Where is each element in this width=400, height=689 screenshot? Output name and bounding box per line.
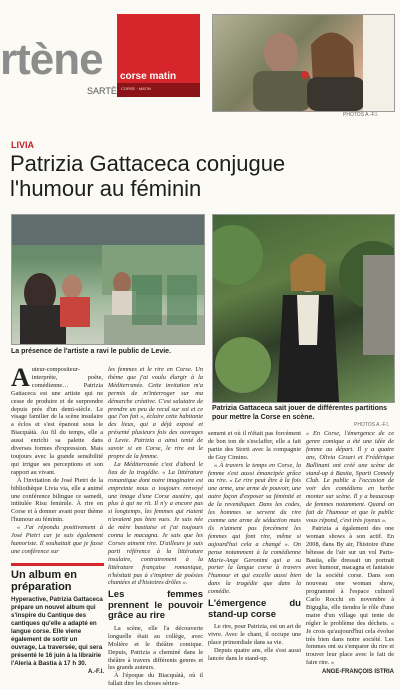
col2-paragraph-1: les femmes et le rire en Corse. Un thème que j'ai voulu élargir à la Méditerranée. Cette invitation m'a permis de m'interroger sur ma démarche créative. C'est salutaire de prendre un peu de recul sur soi et ce que l'on fait », éclaire cette habitante des lieux, qui a déjà exposé et présenté plusieurs fois des ouvrages à Levie. Patrizia a ainsi tenté de savoir si en Corse, le rire est le propre de la femme. bbox=[108, 366, 203, 460]
logo-subtext: CORSE · MATIN bbox=[121, 86, 151, 91]
logo-text: corse matin bbox=[120, 71, 177, 82]
article-column-3 bbox=[208, 430, 301, 663]
sidebar-signature: A.-F.I. bbox=[88, 669, 104, 675]
top-photo bbox=[212, 14, 395, 112]
audience-photo-illustration bbox=[12, 215, 204, 344]
town-name-fragment: rtène bbox=[0, 35, 103, 84]
article-column-4 bbox=[306, 430, 394, 677]
drop-cap: A bbox=[11, 363, 30, 392]
col3-paragraph-3: Le rire, pour Patrizia, est un art de vivre. Avec le chant, il occupe une place primordiale dans sa vie. bbox=[208, 623, 301, 646]
col1-paragraph-2: À l'invitation de José Pietri de la bibliothèque Livia via, elle a animé une conférence bilingue ce samedi, intitulée Risu feminile. À rire en Corse et à donner avant pour thème l'humour au féminin. bbox=[11, 476, 103, 524]
col2-paragraph-2: La Méditerranée c'est d'abord le lieu de la tragédie. « La littérature romantique dont notre imaginaire est empreinte nous a toujours renvoyé une image d'une Corse austère, qui plus à qui ne rit. Il n'y a encore pas si longtemps, les femmes qui riaient n'avaient pas bien vues. Je suis née de mère bastiaise et j'ai toujours connu le macagna. Je sais que les Corses aiment rire. D'ailleurs je suis parti référence à la littérature insulaire, contrairement à la littérature française romanique, n'hésitait pas à s'inspirer de poésies chantées et d'histoires drôles ». bbox=[108, 460, 203, 587]
col1-paragraph-3: « J'ai répondu positivement à José Pietri car je suis également humoriste. Il souhaitait que je fasse une conférence sur bbox=[11, 524, 103, 555]
sidebar-text: Hyperactive, Patrizia Gattaceca prépare un nouvel album qui s'inspire du Cantique des cantiques qu'elle a adapté en langue corse. Elle viene également de sortir un ouvrage, La traversée, qui sera présenté le 16 juin à la librairie l'Aleria à Bastia à 17 h 30. bbox=[11, 596, 103, 667]
top-photo-illustration bbox=[213, 15, 394, 111]
section-label: LIVIA bbox=[11, 140, 35, 150]
artist-photo-illustration bbox=[213, 215, 394, 402]
article-column-1 bbox=[11, 363, 103, 556]
town-subtitle: SARTÈ bbox=[87, 86, 117, 96]
headline bbox=[10, 151, 398, 201]
col4-paragraph-2: Patrizia a également des one woman shows à son actif. En 2008, dans By air, l'histoire d'une bêtesse de l'air sur un vol Paris-Bastia, elle dressait un portrait avec humour, macagna et fantaisie de la société corse. Dans son nouveau one woman show, programmé à l'espace culturel Carlo Rocchi en novembre à Biguglia, elle tiendra le rôle d'une maire d'un village qui tente de régler le problème des déchets. « Je crois qu'aujourd'hui cela évolue très bien dans notre société. Les femmes ont su s'emparer du rire et trouver leur place avec le fait de faire rire. » bbox=[306, 524, 394, 667]
top-photo-credit: PHOTOS A.-F.I. bbox=[343, 112, 379, 118]
col4-paragraph-1: « En Corse, l'émergence de ce genre comique a été une idée de femme au départ. Il y a quatre ans, Olivia Cesari et Frédérique Ballinani ont créé une scène de stand-up à Bastia, Sparti Comedy Club. Le public a l'occasion de voir des comédiens en herbe monter sur scène. Il y a beaucoup de femmes notamment. Quand on fait de l'humour et que le public vous répond, c'est très joyeux ». bbox=[306, 430, 394, 524]
sidebar-title: Un album en préparation bbox=[11, 569, 78, 593]
col3-paragraph-4: Depuis quatre ans, elle s'est aussi lancée dans le stand-up. bbox=[208, 646, 301, 662]
artist-photo bbox=[212, 214, 395, 403]
col2-paragraph-4: À l'époque du Biacquàtà, où il fallait dire les choses sérieu- bbox=[108, 672, 203, 688]
right-photo-caption: Patrizia Gattaceca sait jouer de différentes partitions pour mettre la Corse en scène. bbox=[212, 405, 388, 421]
article-column-2 bbox=[108, 366, 203, 688]
headline-line-2: l'humour au féminin bbox=[10, 176, 202, 201]
right-photo-credit: PHOTOS A.-F.I. bbox=[354, 422, 390, 428]
col3-paragraph-2: « À travers le temps en Corse, la femme s'est aussi émancipée grâce au rire. « Le rire peut être à la fois une arme, une arme de pouvoir, une autre façon d'exposer sa féminité et de la revendiquer. Dans les codes, les hommes se servent du rire comme une arme de séduction mais ils n'aiment pas forcément les femmes qui font rire, même si aujourd'hui cela a changé ». On pense notamment à la comédienne Marie-Ange Geronimi qui a su porter la langue corse à travers l'humour et qui excelle aussi bien dans la tragédie que dans la comédie. bbox=[208, 461, 301, 596]
sidebar-accent-bar bbox=[11, 563, 104, 566]
col2-paragraph-3: La scène, elle l'a découverte longuelle était au collège, avec Molière et le théâtre comique. Depuis, Patrizia a cheminé dans le théâtre à travers différents genres et les grands auteurs. bbox=[108, 624, 203, 672]
audience-photo bbox=[11, 214, 205, 345]
album-sidebar bbox=[11, 563, 104, 679]
headline-line-1: Patrizia Gattaceca conjugue bbox=[10, 151, 286, 176]
col2-subheading: Les femmes prennent le pouvoir grâce au rire bbox=[108, 589, 203, 622]
left-photo-caption: La présence de l'artiste a ravi le public de Levie. bbox=[11, 348, 172, 355]
article-signature: ANGE-FRANÇOIS ISTRIA bbox=[322, 669, 394, 676]
col3-paragraph-1: sement et où il n'était pas forcément de bon ton de s'esclaffer, elle a fait partie des Storti avec la compagnie de Guy Cimino. bbox=[208, 430, 301, 461]
col3-subheading: L'émergence du stand-up corse bbox=[208, 598, 301, 620]
col1-paragraph-1: uteur-compositeur-interprète, poète, comédienne… Patrizia Gattaceca est une artiste qui ne cesse de produire et de surprendre depuis près d'un demi-siècle. Le visage familier de la scène insulaire a éclos et s'est épanoui sous le Biacquàtà. Au fil du temps, elle a aussi enrichi sa palette dans diverses formes d'expression. Mais toujours avec la grande sensibilité qui irrigue ses perceptions et son rapport au vivant. bbox=[11, 366, 103, 476]
